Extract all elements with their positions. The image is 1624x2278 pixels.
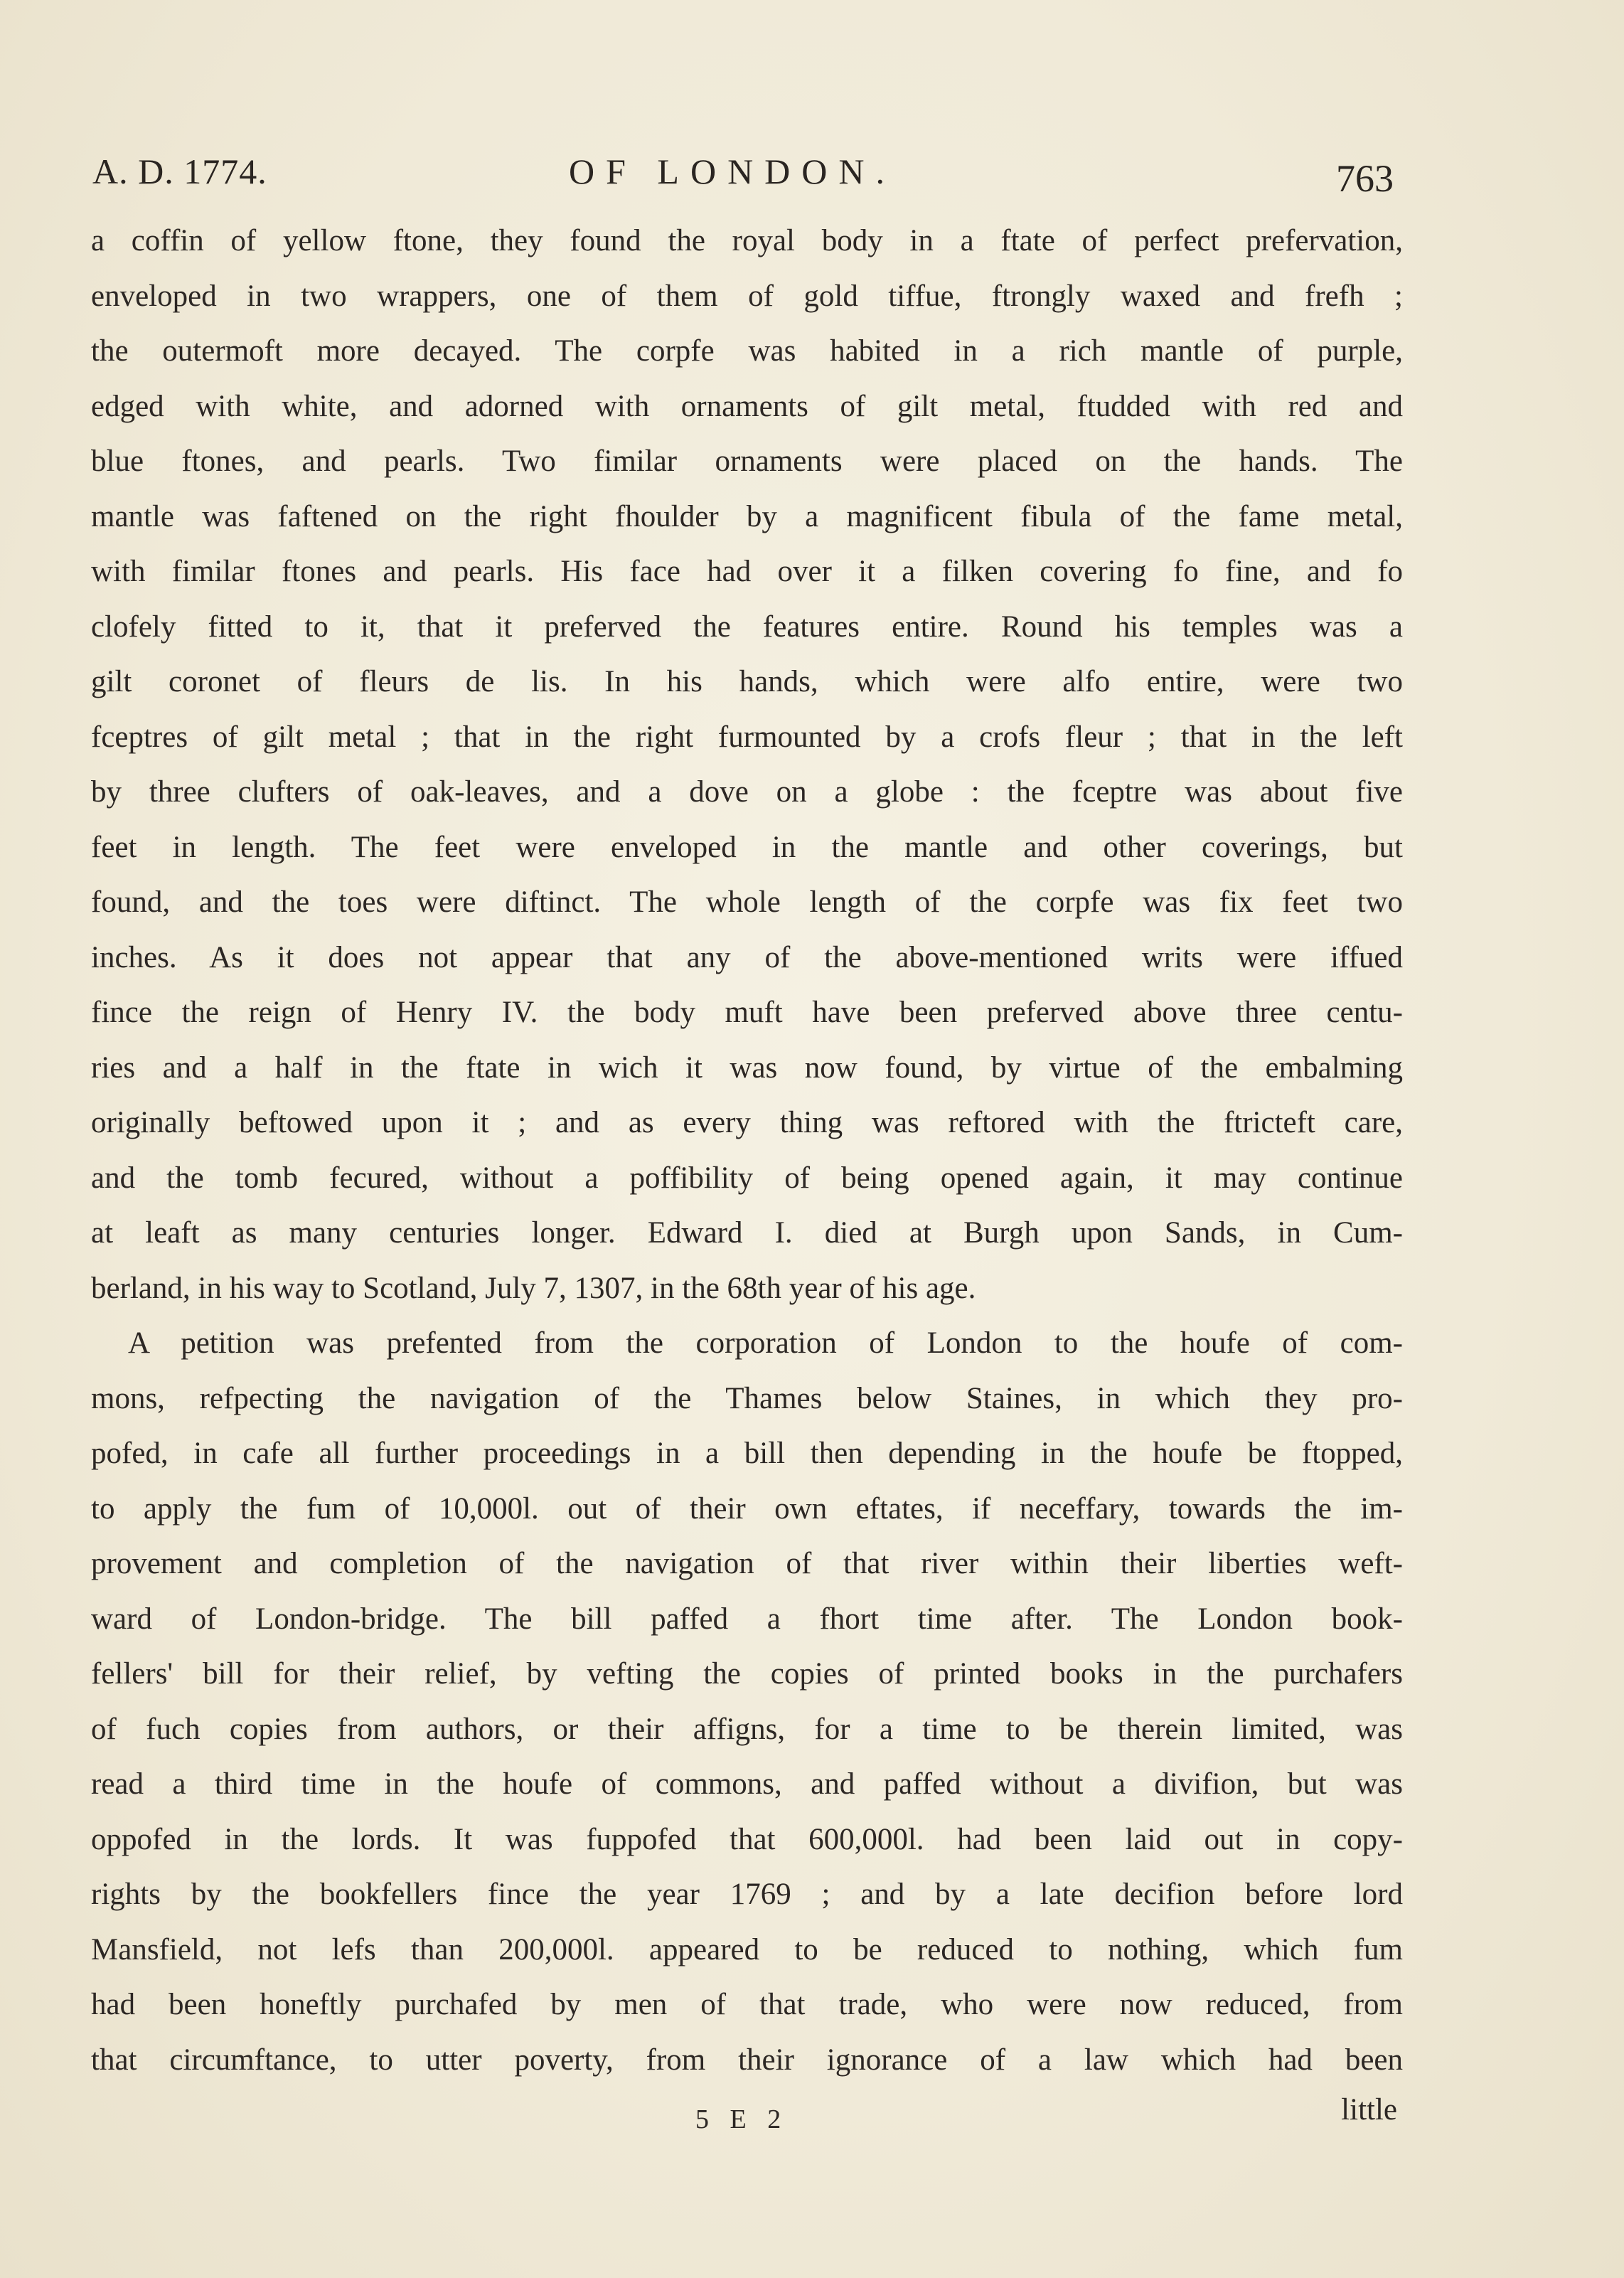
text-line: fceptres of gilt metal ; that in the right furmounted by a crofs fleur ; that in the left [91, 720, 1403, 754]
text-line: enveloped in two wrappers, one of them of gold tiffue, ftrongly waxed and frefh ; [91, 279, 1403, 313]
paragraph-end-line: berland, in his way to Scotland, July 7, 1307, in the 68th year of his age. [91, 1271, 976, 1305]
text-line: originally beftowed upon it ; and as every thing was reftored with the ftricteft care, [91, 1106, 1403, 1139]
text-line: a coffin of yellow ftone, they found the royal body in a ftate of perfect prefervation, [91, 224, 1403, 257]
text-line: oppofed in the lords. It was fuppofed that 600,000l. had been laid out in copy- [91, 1822, 1403, 1856]
text-line: pofed, in cafe all further proceedings in a bill then depending in the houfe be ftopped, [91, 1437, 1403, 1470]
text-line: rights by the bookfellers fince the year 1769 ; and by a late decifion before lord [91, 1878, 1403, 1911]
text-line: had been honeftly purchafed by men of that trade, who were now reduced, from [91, 1988, 1403, 2021]
text-line: feet in length. The feet were enveloped in the mantle and other coverings, but [91, 830, 1403, 864]
signature-mark: 5 E 2 [695, 2104, 789, 2134]
text-line: ward of London-bridge. The bill paffed a fhort time after. The London book- [91, 1602, 1403, 1636]
text-line: blue ftones, and pearls. Two fimilar ornaments were placed on the hands. The [91, 445, 1403, 478]
text-line: provement and completion of the navigation of that river within their liberties weft- [91, 1547, 1403, 1580]
text-line: mantle was faftened on the right fhoulder by a magnificent fibula of the fame metal, [91, 499, 1403, 533]
text-line: clofely fitted to it, that it preferved the features entire. Round his temples was a [91, 610, 1403, 644]
text-line: of fuch copies from authors, or their affigns, for a time to be therein limited, was [91, 1712, 1403, 1746]
text-line: fince the reign of Henry IV. the body muft have been preferved above three centu- [91, 996, 1403, 1029]
header-year: A. D. 1774. [92, 151, 267, 191]
text-line: mons, refpecting the navigation of the Thames below Staines, in which they pro- [91, 1381, 1403, 1415]
text-line: edged with white, and adorned with ornaments of gilt metal, ftudded with red and [91, 389, 1403, 423]
text-line: gilt coronet of fleurs de lis. In his hands, which were alfo entire, were two [91, 665, 1403, 698]
page-footer [91, 2091, 1403, 2141]
text-line: ries and a half in the ftate in wich it was now found, by virtue of the embalming [91, 1050, 1403, 1085]
page-number: 763 [1336, 157, 1394, 200]
text-line: and the tomb fecured, without a poffibility of being opened again, it may continue [91, 1161, 1403, 1195]
text-line: with fimilar ftones and pearls. His face had over it a filken covering fo fine, and fo [91, 555, 1403, 588]
text-line: inches. As it does not appear that any of the above-mentioned writs were iffued [91, 940, 1403, 974]
text-line: at leaft as many centuries longer. Edward I. died at Burgh upon Sands, in Cum- [91, 1216, 1403, 1250]
text-line: to apply the fum of 10,000l. out of their own eftates, if neceffary, towards the im- [91, 1491, 1403, 1526]
paragraph-start-line: A petition was prefented from the corporation of London to the houfe of com- [128, 1326, 1403, 1360]
header-title: OF LONDON. [569, 151, 896, 191]
text-line: the outermoft more decayed. The corpfe was habited in a rich mantle of purple, [91, 334, 1403, 368]
text-line: that circumftance, to utter poverty, from their ignorance of a law which had been [91, 2043, 1403, 2077]
text-line: fellers' bill for their relief, by vefting the copies of printed books in the purchafers [91, 1657, 1403, 1691]
body-text [91, 213, 1403, 2087]
text-line: by three clufters of oak-leaves, and a dove on a globe : the fceptre was about five [91, 775, 1403, 809]
text-line: found, and the toes were diftinct. The whole length of the corpfe was fix feet two [91, 885, 1403, 919]
text-line: read a third time in the houfe of commons, and paffed without a divifion, but was [91, 1767, 1403, 1801]
text-line: Mansfield, not lefs than 200,000l. appeared to be reduced to nothing, which fum [91, 1932, 1403, 1966]
catchword: little [1341, 2093, 1397, 2127]
running-head [92, 151, 1394, 208]
